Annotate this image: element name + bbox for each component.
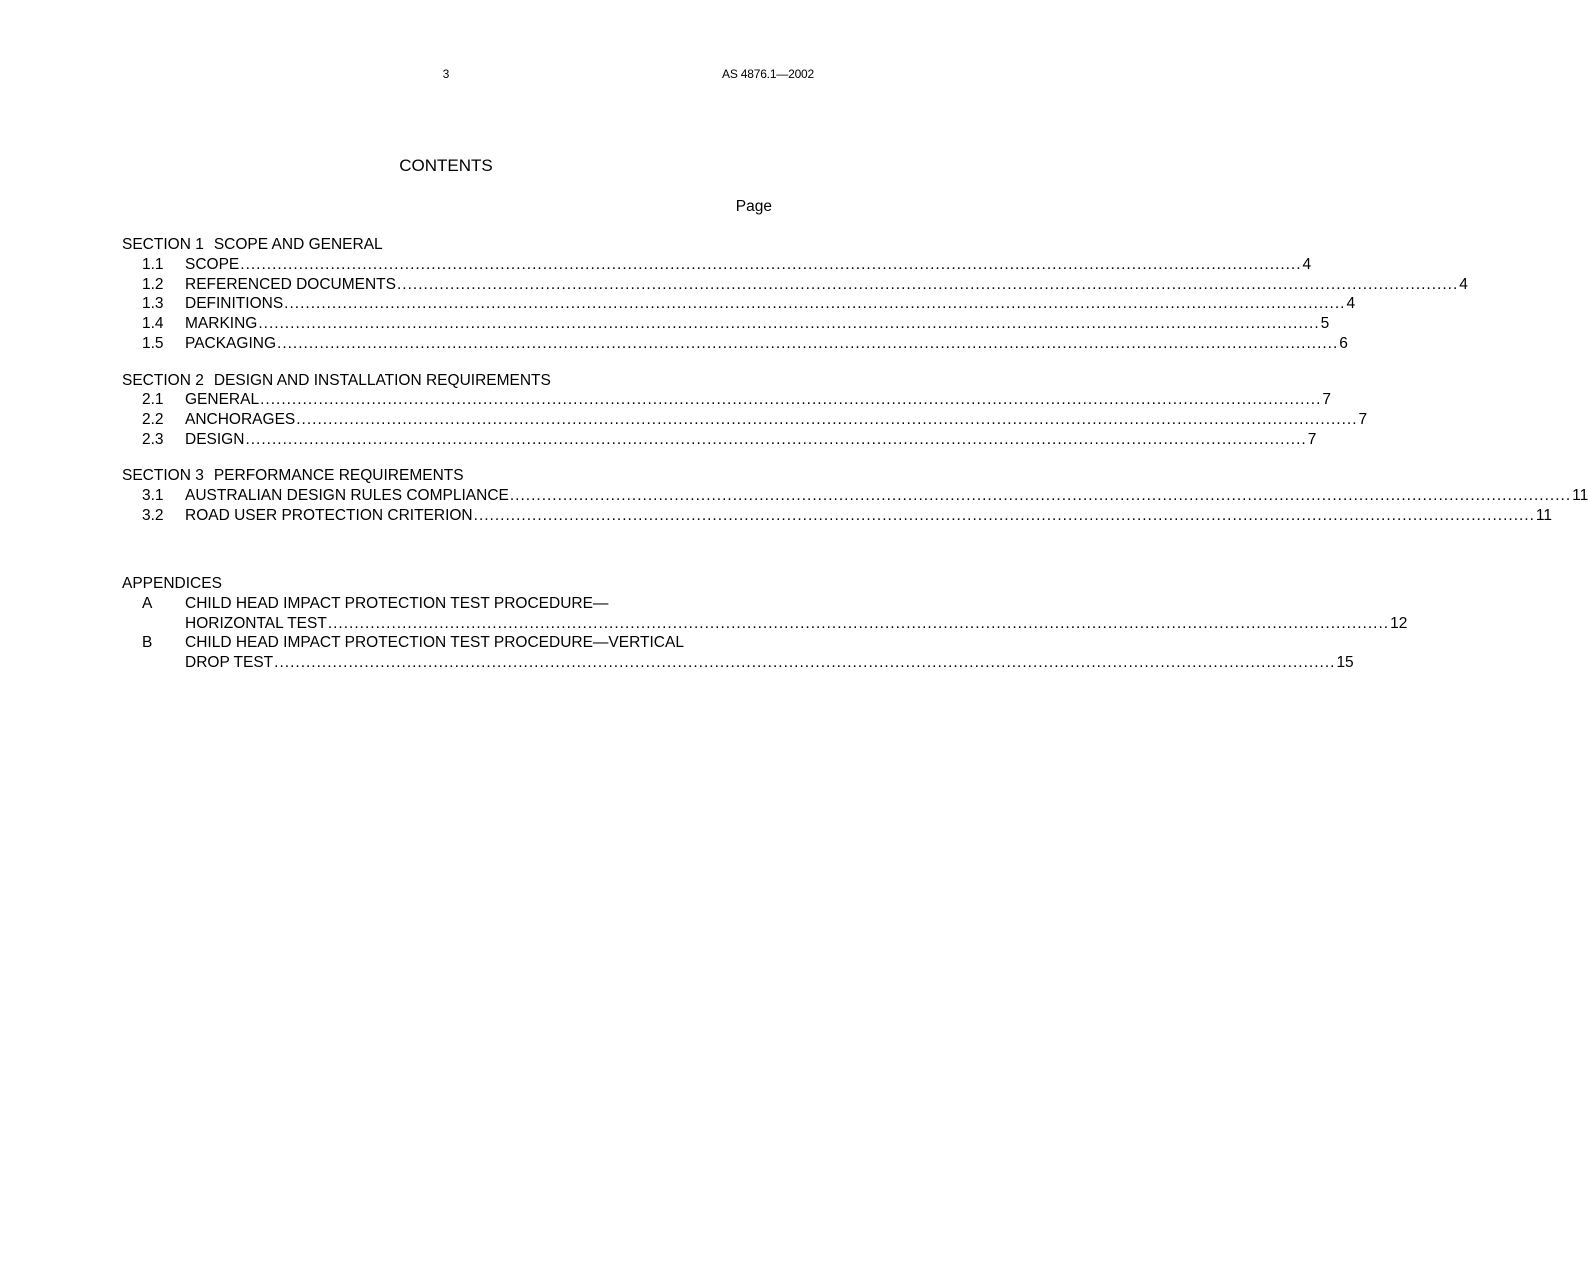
appendix-title-line: CHILD HEAD IMPACT PROTECTION TEST PROCEDURE— (185, 595, 609, 612)
page-column-heading: Page (735, 198, 772, 215)
entry-number: 2.1 (142, 391, 164, 408)
section-number: SECTION 3 (122, 467, 204, 484)
entry-page: 11 (1572, 487, 1588, 504)
section-number: SECTION 2 (122, 372, 204, 389)
appendix-page: 15 (1336, 654, 1354, 671)
entry-number: 2.2 (142, 411, 164, 428)
entry-number: 3.2 (142, 507, 164, 524)
page-number: 3 (442, 67, 450, 81)
entry-title: DEFINITIONS (185, 295, 284, 312)
toc-entry: 2.3 DESIGN ........................................................................................................................................................................................................ 7 (122, 431, 772, 451)
toc-entry: 1.4 MARKING ........................................................................................................................................................................................................ 5 (122, 315, 772, 335)
toc-entry: 1.1 SCOPE ........................................................................................................................................................................................................ 4 (122, 256, 772, 276)
entry-title: REFERENCED DOCUMENTS (185, 276, 396, 293)
toc-entry: 3.1 AUSTRALIAN DESIGN RULES COMPLIANCE ........................................................................................................................................................................................................ 11 (122, 487, 772, 507)
entry-page: 7 (1307, 431, 1317, 448)
appendix-entry: HORIZONTAL TEST ........................................................................................................................................................................................................ 12 (185, 615, 1408, 632)
section-heading (122, 372, 551, 390)
entry-title: GENERAL (185, 391, 260, 408)
entry-page: 4 (1346, 295, 1356, 312)
entry-number: 1.4 (142, 315, 164, 332)
section-title: PERFORMANCE REQUIREMENTS (213, 467, 464, 484)
entry-title: DESIGN (185, 431, 245, 448)
section-heading (122, 236, 383, 254)
entry-title: SCOPE (185, 256, 240, 273)
entry-page: 7 (1322, 391, 1331, 408)
appendix-letter: B (142, 634, 153, 651)
entry-page: 11 (1535, 507, 1553, 524)
appendices-heading: APPENDICES (122, 575, 222, 592)
appendix-entry: DROP TEST ........................................................................................................................................................................................................ 15 (185, 654, 1354, 671)
entry-page: 4 (1302, 256, 1312, 273)
section-heading (122, 467, 464, 485)
entry-page: 4 (1459, 276, 1468, 293)
entry-page: 6 (1339, 335, 1348, 352)
toc-entry: 3.2 ROAD USER PROTECTION CRITERION ........................................................................................................................................................................................................ 11 (122, 507, 772, 527)
section-title: DESIGN AND INSTALLATION REQUIREMENTS (213, 372, 551, 389)
appendix-letter: A (142, 595, 153, 612)
entry-title: AUSTRALIAN DESIGN RULES COMPLIANCE (185, 487, 509, 504)
toc-entry: 1.5 PACKAGING ........................................................................................................................................................................................................ 6 (122, 335, 772, 355)
entry-number: 1.5 (142, 335, 164, 352)
entry-number: 3.1 (142, 487, 164, 504)
section-title: SCOPE AND GENERAL (213, 236, 383, 253)
entry-number: 1.3 (142, 295, 164, 312)
entry-number: 2.3 (142, 431, 164, 448)
contents-title: CONTENTS (399, 156, 493, 175)
toc-entry: 1.2 REFERENCED DOCUMENTS ........................................................................................................................................................................................................ 4 (122, 276, 772, 296)
entry-number: 1.2 (142, 276, 164, 293)
entry-number: 1.1 (142, 256, 164, 273)
entry-title: ROAD USER PROTECTION CRITERION (185, 507, 473, 524)
entry-title: MARKING (185, 315, 258, 332)
entry-title: PACKAGING (185, 335, 277, 352)
entry-page: 7 (1358, 411, 1368, 428)
appendix-title-line: DROP TEST (185, 654, 274, 671)
appendix-page: 12 (1390, 615, 1408, 632)
document-identifier: AS 4876.1—2002 (722, 67, 814, 81)
appendix-title-line: CHILD HEAD IMPACT PROTECTION TEST PROCEDURE—VERTICAL (185, 634, 684, 651)
entry-page: 5 (1320, 315, 1330, 332)
toc-entry: 2.1 GENERAL ........................................................................................................................................................................................................ 7 (122, 391, 772, 411)
toc-entry: 2.2 ANCHORAGES ........................................................................................................................................................................................................ 7 (122, 411, 772, 431)
section-number: SECTION 1 (122, 236, 204, 253)
appendix-title-line: HORIZONTAL TEST (185, 615, 327, 632)
entry-title: ANCHORAGES (185, 411, 296, 428)
toc-entry: 1.3 DEFINITIONS ........................................................................................................................................................................................................ 4 (122, 295, 772, 315)
